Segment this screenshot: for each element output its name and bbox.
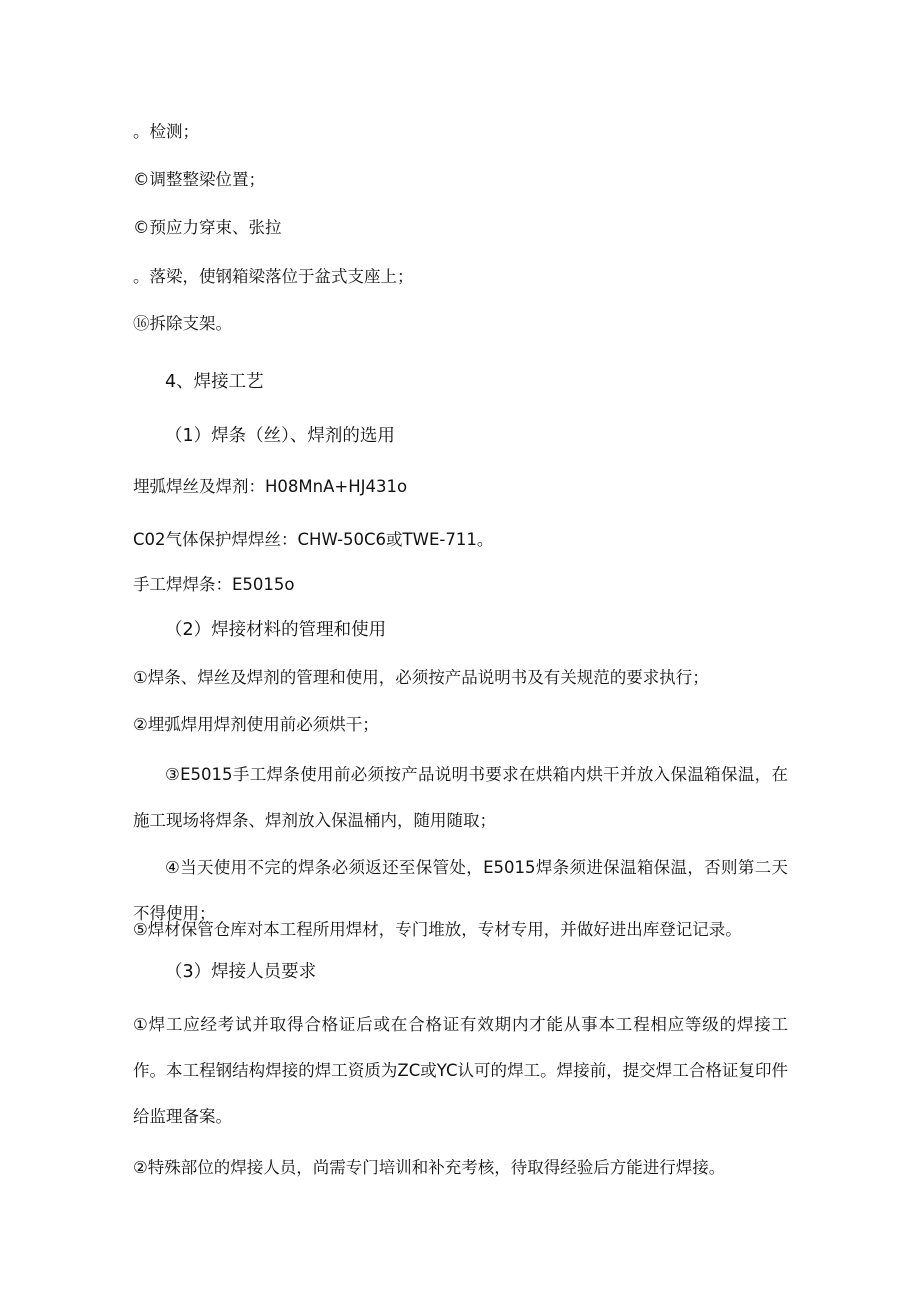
list-item-prestress: ©预应力穿束、张拉	[133, 218, 282, 237]
section-heading-welding: 4、焊接工艺	[165, 372, 264, 392]
list-item-special-welders: ②特殊部位的焊接人员，尚需专门培训和补充考核，待取得经验后方能进行焊接。	[133, 1158, 726, 1177]
list-item-4: ④当天使用不完的焊条必须返还至保管处，E5015焊条须进保温箱保温，否则第二天不得使用；	[133, 858, 788, 923]
paragraph-co2-wire: C02气体保护焊焊丝：CHW-50C6或TWE-711。	[133, 530, 494, 549]
list-item-5: ⑤焊材保管仓库对本工程所用焊材，专门堆放，专材专用，并做好进出库登记记录。	[133, 920, 742, 939]
subheading-personnel: （3）焊接人员要求	[165, 962, 317, 982]
subheading-material-selection: （1）焊条（丝）、焊剂的选用	[165, 426, 395, 446]
list-item-inspection: 。检测；	[133, 122, 199, 141]
paragraph-manual-electrode: 手工焊焊条：E5015o	[133, 575, 295, 594]
paragraph-submerged-arc: 埋弧焊丝及焊剂：H08MnA+HJ431o	[133, 477, 408, 496]
subheading-material-management: （2）焊接材料的管理和使用	[165, 620, 387, 640]
list-item-2: ②埋弧焊用焊剂使用前必须烘干；	[133, 715, 379, 734]
list-item-remove-support: ⑯拆除支架。	[133, 314, 232, 333]
list-item-adjust-beam: ©调整整梁位置；	[133, 170, 265, 189]
list-item-welder-qualification: ①焊工应经考试并取得合格证后或在合格证有效期内才能从事本工程相应等级的焊接工作。本工程钢结构焊接的焊工资质为ZC或YC认可的焊工。焊接前，提交焊工合格证复印件给监理备案。	[133, 1015, 788, 1126]
list-item-3: ③E5015手工焊条使用前必须按产品说明书要求在烘箱内烘干并放入保温箱保温，在施工现场将焊条、焊剂放入保温桶内，随用随取；	[133, 765, 788, 830]
list-item-drop-beam: 。落梁，使钢箱梁落位于盆式支座上；	[133, 267, 414, 286]
list-item-1: ①焊条、焊丝及焊剂的管理和使用，必须按产品说明书及有关规范的要求执行；	[133, 668, 709, 687]
